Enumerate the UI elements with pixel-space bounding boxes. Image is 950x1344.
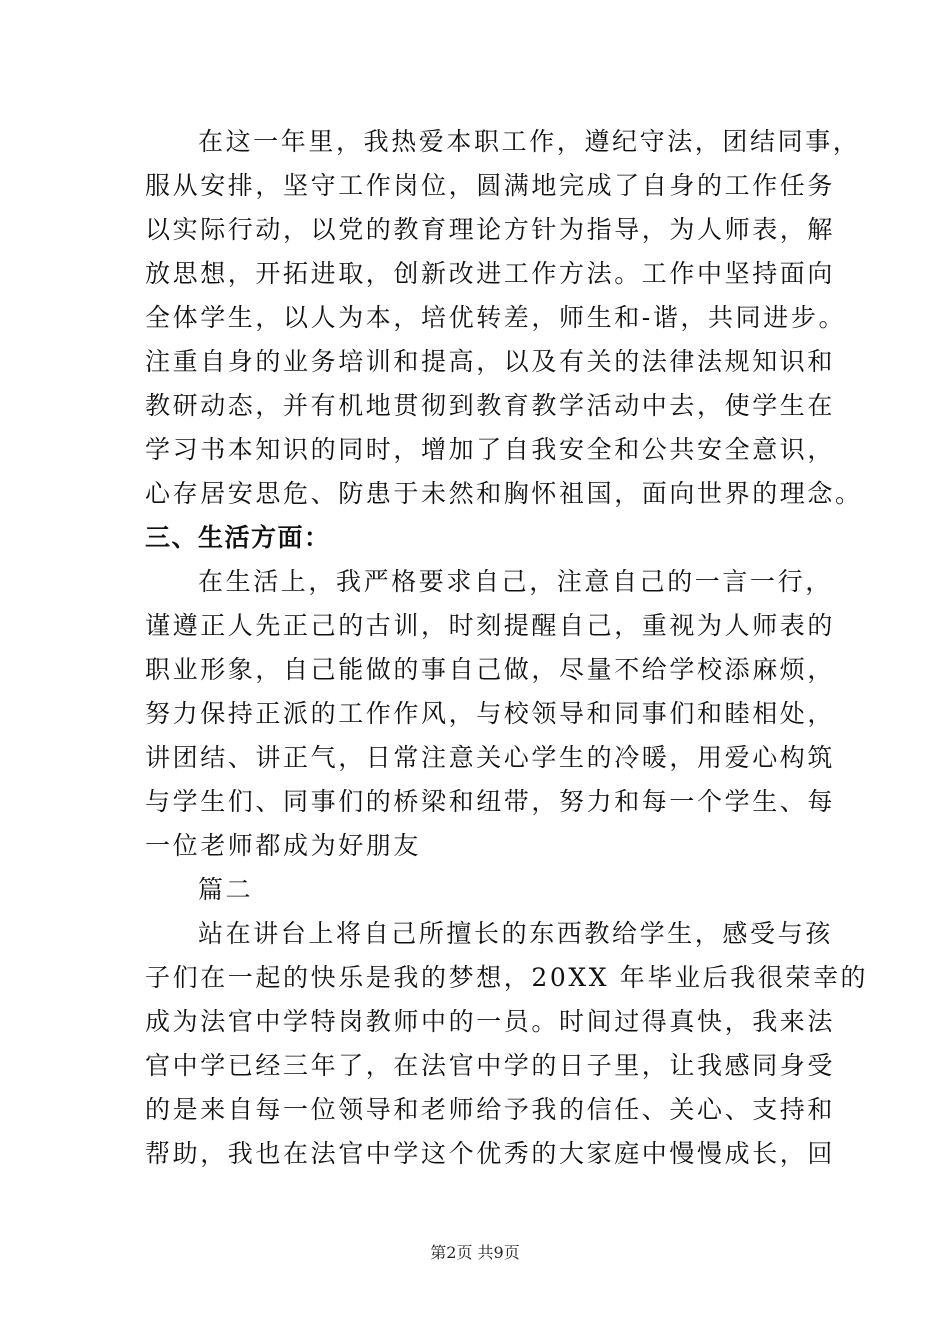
paragraph-line: 子们在一起的快乐是我的梦想，20XX 年毕业后我很荣幸的 (145, 963, 869, 992)
paragraph-line: 以实际行动，以党的教育理论方针为指导，为人师表，解 (145, 215, 836, 244)
paragraph-line: 注重自身的业务培训和提高，以及有关的法律法规知识和 (145, 347, 836, 376)
paragraph-line: 的是来自每一位领导和老师给予我的信任、关心、支持和 (145, 1095, 836, 1124)
section-label: 篇二 (198, 875, 254, 904)
paragraph-line: 在这一年里，我热爱本职工作，遵纪守法，团结同事， (198, 127, 861, 156)
paragraph-line: 在生活上，我严格要求自己，注意自己的一言一行， (198, 567, 833, 596)
paragraph-line: 全体学生，以人为本，培优转差，师生和-谐，共同进步。 (145, 303, 847, 332)
section-heading: 三、生活方面： (145, 523, 331, 552)
paragraph-line: 站在讲台上将自己所擅长的东西教给学生，感受与孩 (198, 919, 833, 948)
paragraph-line: 教研动态，并有机地贯彻到教育教学活动中去，使学生在 (145, 391, 836, 420)
paragraph-line: 一位老师都成为好朋友 (145, 831, 422, 860)
paragraph-line: 帮助，我也在法官中学这个优秀的大家庭中慢慢成长，回 (145, 1139, 836, 1168)
paragraph-line: 放思想，开拓进取，创新改进工作方法。工作中坚持面向 (145, 259, 836, 288)
paragraph-line: 心存居安思危、防患于未然和胸怀祖国，面向世界的理念。 (145, 479, 863, 508)
paragraph-line: 谨遵正人先正己的古训，时刻提醒自己，重视为人师表的 (145, 611, 836, 640)
paragraph-line: 职业形象，自己能做的事自己做，尽量不给学校添麻烦， (145, 655, 836, 684)
paragraph-line: 服从安排，坚守工作岗位，圆满地完成了自身的工作任务 (145, 171, 836, 200)
paragraph-line: 努力保持正派的工作作风，与校领导和同事们和睦相处， (145, 699, 836, 728)
paragraph-line: 与学生们、同事们的桥梁和纽带，努力和每一个学生、每 (145, 787, 836, 816)
paragraph-line: 官中学已经三年了，在法官中学的日子里，让我感同身受 (145, 1051, 836, 1080)
paragraph-line: 学习书本知识的同时，增加了自我安全和公共安全意识， (145, 435, 836, 464)
paragraph-line: 成为法官中学特岗教师中的一员。时间过得真快，我来法 (145, 1007, 836, 1036)
paragraph-line: 讲团结、讲正气，日常注意关心学生的冷暖，用爱心构筑 (145, 743, 836, 772)
page-footer: 第2页 共9页 (430, 1243, 520, 1262)
